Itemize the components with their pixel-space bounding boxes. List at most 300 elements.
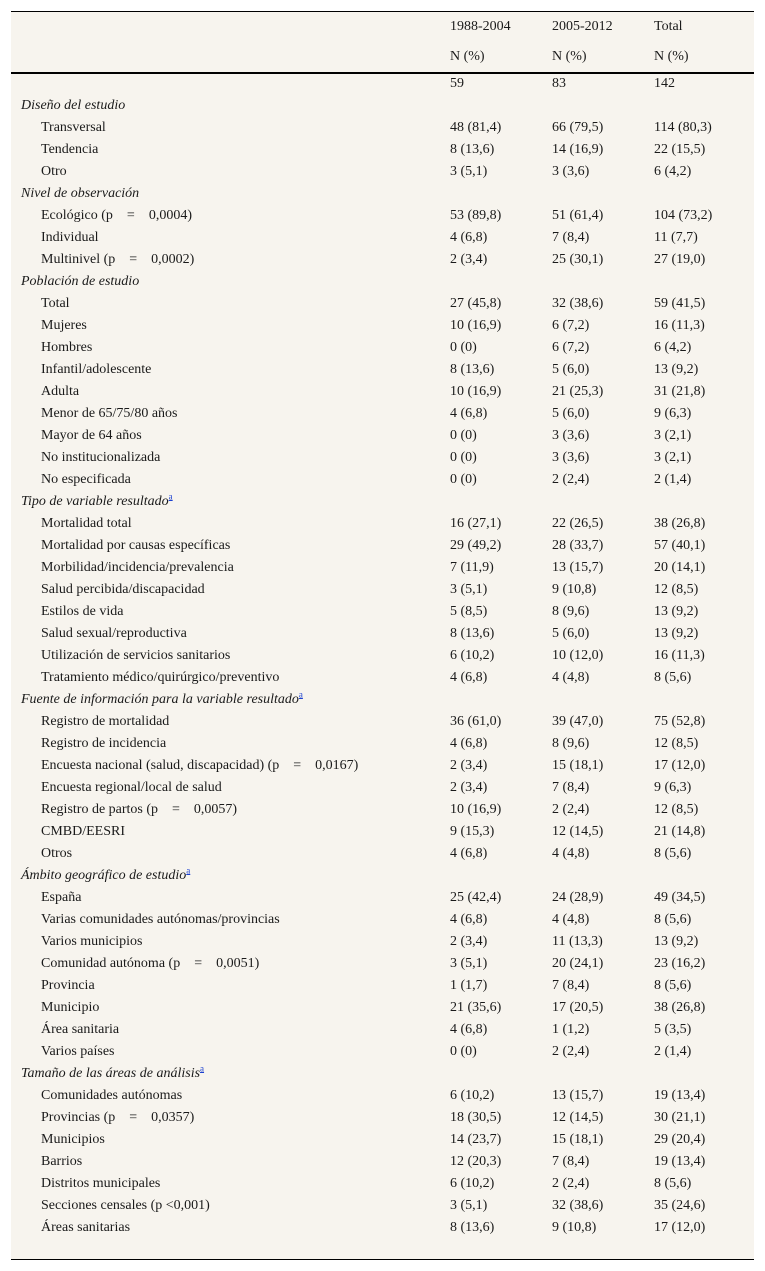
value-2005-2012: 9 (10,8) [552,582,597,597]
value-1988-2004: 27 (45,8) [450,296,502,311]
table-row [11,316,754,338]
value-1988-2004: 2 (3,4) [450,934,488,949]
label-text: Municipio [41,1000,100,1015]
section-label [21,491,173,510]
value-2005-2012: 12 (14,5) [552,1110,604,1125]
value-2005-2012: 14 (16,9) [552,142,604,157]
row-label [41,406,177,422]
value-2005-2012: 2 (2,4) [552,802,590,817]
value-1988-2004: 16 (27,1) [450,516,502,531]
value-2005-2012: 15 (18,1) [552,1132,604,1147]
value-1988-2004: 12 (20,3) [450,1154,502,1169]
value-1988-2004: 8 (13,6) [450,142,495,157]
table-row [11,1218,754,1240]
row-label [41,1220,130,1236]
value-2005-2012: 25 (30,1) [552,252,604,267]
table-row [11,954,754,976]
row-label [41,472,131,488]
label-text: Distritos municipales [41,1176,161,1191]
value-1988-2004: 8 (13,6) [450,362,495,377]
table-row [11,712,754,734]
table-row [11,426,754,448]
value-total: 8 (5,6) [654,1176,692,1191]
value-2005-2012: 4 (4,8) [552,912,590,927]
table-header-units [11,42,754,72]
value-2005-2012: 21 (25,3) [552,384,604,399]
row-label [41,296,70,312]
value-1988-2004: 21 (35,6) [450,1000,502,1015]
value-1988-2004: 4 (6,8) [450,1022,488,1037]
row-label [41,912,280,928]
value-2005-2012: 2 (2,4) [552,1176,590,1191]
value-1988-2004: 8 (13,6) [450,626,495,641]
value-total: 142 [654,76,675,91]
table-row [11,602,754,624]
label-text: España [41,890,82,905]
section-label [21,186,139,202]
label-text: Tendencia [41,142,99,157]
table-row [11,778,754,800]
value-2005-2012: 13 (15,7) [552,560,604,575]
row-label [41,384,79,400]
row-label [41,802,237,818]
label-text: Morbilidad/incidencia/prevalencia [41,560,234,575]
value-1988-2004: 25 (42,4) [450,890,502,905]
value-2005-2012: 4 (4,8) [552,846,590,861]
row-label [41,670,279,686]
row-label [41,1110,194,1126]
value-1988-2004: 4 (6,8) [450,670,488,685]
row-label [41,340,92,356]
table-row [11,404,754,426]
value-2005-2012: 7 (8,4) [552,230,590,245]
label-text: Provincia [41,978,95,993]
value-total: 104 (73,2) [654,208,713,223]
value-2005-2012: 2 (2,4) [552,1044,590,1059]
value-total: 2 (1,4) [654,1044,692,1059]
table-row [11,250,754,272]
label-text: Secciones censales (p <0,001) [41,1198,210,1213]
value-1988-2004: 48 (81,4) [450,120,502,135]
value-2005-2012: 51 (61,4) [552,208,604,223]
row-label [41,714,169,730]
label-text: Otros [41,846,73,861]
table-row [11,514,754,536]
row-label [41,648,230,664]
value-1988-2004: 10 (16,9) [450,384,502,399]
label-text: Registro de mortalidad [41,714,170,729]
value-2005-2012: 28 (33,7) [552,538,604,553]
table-row [11,1086,754,1108]
value-2005-2012: 3 (3,6) [552,450,590,465]
table-row [11,448,754,470]
value-total: 13 (9,2) [654,362,699,377]
value-total: 19 (13,4) [654,1088,706,1103]
value-2005-2012: 7 (8,4) [552,1154,590,1169]
value-1988-2004: 0 (0) [450,428,477,443]
value-total: 30 (21,1) [654,1110,706,1125]
label-text: Varios países [41,1044,115,1059]
table-row [11,646,754,668]
footnote-link[interactable]: a [168,491,173,502]
row-label [41,582,205,598]
table-row [11,734,754,756]
value-2005-2012: 32 (38,6) [552,1198,604,1213]
value-1988-2004: 0 (0) [450,472,477,487]
section-label [21,689,303,708]
row-label [41,736,166,752]
table-row [11,140,754,162]
section-header-row [11,272,754,294]
table-header-periods [11,12,754,42]
value-1988-2004: 2 (3,4) [450,252,488,267]
table-row [11,1152,754,1174]
value-2005-2012: 9 (10,8) [552,1220,597,1235]
value-total: 38 (26,8) [654,516,706,531]
header-period-1: 1988-2004 [450,19,511,34]
row-label [41,1000,99,1016]
value-1988-2004: 7 (11,9) [450,560,494,575]
value-2005-2012: 15 (18,1) [552,758,604,773]
table-row [11,206,754,228]
label-text: Fuente de información para la variable resultado [21,692,299,707]
row-label [41,142,98,158]
value-1988-2004: 6 (10,2) [450,1088,495,1103]
label-text: Varias comunidades autónomas/provincias [41,912,280,927]
value-total: 13 (9,2) [654,604,699,619]
value-total: 21 (14,8) [654,824,706,839]
table-row [11,338,754,360]
table-row [11,580,754,602]
row-label [41,538,230,554]
value-2005-2012: 20 (24,1) [552,956,604,971]
header-period-total: Total [654,19,683,34]
label-text: Tipo de variable resultado [21,494,169,509]
value-total: 8 (5,6) [654,912,692,927]
table-row [11,976,754,998]
label-text: Menor de 65/75/80 años [41,406,178,421]
row-label [41,230,99,246]
label-text: No institucionalizada [41,450,161,465]
value-total: 16 (11,3) [654,318,705,333]
value-total: 3 (2,1) [654,428,692,443]
value-1988-2004: 59 [450,76,464,91]
label-text: Varios municipios [41,934,143,949]
row-label [41,516,132,532]
label-text: Adulta [41,384,80,399]
value-total: 19 (13,4) [654,1154,706,1169]
value-2005-2012: 7 (8,4) [552,780,590,795]
table-row [11,294,754,316]
value-2005-2012: 1 (1,2) [552,1022,590,1037]
section-header-row [11,690,754,712]
value-2005-2012: 5 (6,0) [552,362,590,377]
label-text: Encuesta nacional (salud, discapacidad) (p = 0,0167) [41,758,359,773]
value-total: 9 (6,3) [654,780,692,795]
value-1988-2004: 3 (5,1) [450,582,488,597]
table-row [11,822,754,844]
label-text: Encuesta regional/local de salud [41,780,222,795]
table-row [11,1196,754,1218]
row-label [41,450,160,466]
label-text: Ámbito geográfico de estudio [21,868,187,883]
value-total: 2 (1,4) [654,472,692,487]
label-text: Ecológico (p = 0,0004) [41,208,192,223]
row-label [41,1154,82,1170]
value-total: 20 (14,1) [654,560,706,575]
value-2005-2012: 6 (7,2) [552,340,590,355]
value-total: 8 (5,6) [654,670,692,685]
value-total: 8 (5,6) [654,978,692,993]
row-label [41,164,67,180]
row-label [41,934,143,950]
table-row [11,800,754,822]
label-text: No especificada [41,472,131,487]
footnote-link[interactable]: a [200,1063,205,1074]
label-text: Otro [41,164,67,179]
row-label [41,318,87,334]
row-label [41,362,151,378]
value-1988-2004: 29 (49,2) [450,538,502,553]
value-1988-2004: 6 (10,2) [450,648,495,663]
value-1988-2004: 0 (0) [450,450,477,465]
value-2005-2012: 24 (28,9) [552,890,604,905]
value-total: 17 (12,0) [654,758,706,773]
table-row [11,228,754,250]
row-label [41,1198,210,1214]
value-total: 13 (9,2) [654,626,699,641]
table-row [11,910,754,932]
section-header-row [11,184,754,206]
table-row [11,624,754,646]
label-text: Estilos de vida [41,604,124,619]
table-row [11,74,754,96]
label-text: Provincias (p = 0,0357) [41,1110,195,1125]
row-label [41,252,194,268]
value-total: 23 (16,2) [654,956,706,971]
footnote-link[interactable]: a [298,689,303,700]
label-text: Tratamiento médico/quirúrgico/preventivo [41,670,280,685]
label-text: Mayor de 64 años [41,428,142,443]
row-label [41,956,259,972]
table-row [11,1042,754,1064]
value-2005-2012: 8 (9,6) [552,604,590,619]
row-label [41,626,187,642]
value-total: 22 (15,5) [654,142,706,157]
value-1988-2004: 3 (5,1) [450,164,488,179]
section-label [21,274,139,290]
value-total: 27 (19,0) [654,252,706,267]
value-1988-2004: 14 (23,7) [450,1132,502,1147]
table-row [11,536,754,558]
section-header-row [11,492,754,514]
row-label [41,758,358,774]
value-1988-2004: 4 (6,8) [450,406,488,421]
value-1988-2004: 8 (13,6) [450,1220,495,1235]
value-2005-2012: 32 (38,6) [552,296,604,311]
section-label [21,1063,205,1082]
label-text: Área sanitaria [41,1022,120,1037]
label-text: Registro de incidencia [41,736,167,751]
value-total: 17 (12,0) [654,1220,706,1235]
label-text: Utilización de servicios sanitarios [41,648,231,663]
table-row [11,998,754,1020]
value-2005-2012: 11 (13,3) [552,934,603,949]
value-2005-2012: 8 (9,6) [552,736,590,751]
value-2005-2012: 5 (6,0) [552,406,590,421]
section-label [21,98,125,114]
table-row [11,1130,754,1152]
value-total: 75 (52,8) [654,714,706,729]
value-total: 12 (8,5) [654,582,699,597]
value-1988-2004: 4 (6,8) [450,846,488,861]
label-text: Salud sexual/reproductiva [41,626,187,641]
value-total: 57 (40,1) [654,538,706,553]
label-text: Transversal [41,120,106,135]
value-total: 5 (3,5) [654,1022,692,1037]
value-total: 12 (8,5) [654,736,699,751]
value-total: 13 (9,2) [654,934,699,949]
value-total: 11 (7,7) [654,230,698,245]
value-total: 114 (80,3) [654,120,712,135]
value-1988-2004: 3 (5,1) [450,956,488,971]
value-2005-2012: 3 (3,6) [552,428,590,443]
table-row [11,1174,754,1196]
value-1988-2004: 9 (15,3) [450,824,495,839]
value-2005-2012: 5 (6,0) [552,626,590,641]
row-label [41,208,192,224]
label-text: Nivel de observación [21,186,140,201]
header-unit-2: N (%) [552,49,587,64]
value-total: 9 (6,3) [654,406,692,421]
footnote-marker [200,1063,204,1073]
row-label [41,890,81,906]
value-total: 6 (4,2) [654,164,692,179]
table-row [11,382,754,404]
value-1988-2004: 4 (6,8) [450,230,488,245]
value-2005-2012: 7 (8,4) [552,978,590,993]
value-1988-2004: 18 (30,5) [450,1110,502,1125]
label-text: CMBD/EESRI [41,824,126,839]
label-text: Mortalidad total [41,516,132,531]
label-text: Hombres [41,340,93,355]
table-row [11,558,754,580]
label-text: Mortalidad por causas específicas [41,538,231,553]
row-label [41,1176,160,1192]
label-text: Municipios [41,1132,105,1147]
footnote-marker [169,491,173,501]
row-label [41,1132,105,1148]
value-1988-2004: 4 (6,8) [450,912,488,927]
label-text: Individual [41,230,99,245]
section-header-row [11,1064,754,1086]
value-2005-2012: 17 (20,5) [552,1000,604,1015]
table-row [11,162,754,184]
value-1988-2004: 10 (16,9) [450,318,502,333]
value-total: 12 (8,5) [654,802,699,817]
value-1988-2004: 36 (61,0) [450,714,502,729]
value-total: 31 (21,8) [654,384,706,399]
value-1988-2004: 4 (6,8) [450,736,488,751]
label-text: Salud percibida/discapacidad [41,582,205,597]
label-text: Tamaño de las áreas de análisis [21,1066,201,1081]
row-label [41,1022,119,1038]
table-row [11,668,754,690]
label-text: Población de estudio [21,274,140,289]
row-label [41,846,72,862]
label-text: Áreas sanitarias [41,1220,131,1235]
header-unit-total: N (%) [654,49,689,64]
table-row [11,470,754,492]
table-row [11,360,754,382]
value-2005-2012: 12 (14,5) [552,824,604,839]
value-2005-2012: 4 (4,8) [552,670,590,685]
value-1988-2004: 3 (5,1) [450,1198,488,1213]
value-1988-2004: 0 (0) [450,340,477,355]
table-row [11,1108,754,1130]
section-header-row [11,866,754,888]
label-text: Multinivel (p = 0,0002) [41,252,195,267]
row-label [41,978,95,994]
label-text: Mujeres [41,318,87,333]
row-label [41,1044,115,1060]
value-total: 8 (5,6) [654,846,692,861]
row-label [41,780,222,796]
value-total: 35 (24,6) [654,1198,706,1213]
row-label [41,1088,182,1104]
row-label [41,824,125,840]
label-text: Comunidad autónoma (p = 0,0051) [41,956,260,971]
row-label [41,120,106,136]
value-total: 29 (20,4) [654,1132,706,1147]
label-text: Infantil/adolescente [41,362,152,377]
value-1988-2004: 1 (1,7) [450,978,488,993]
value-2005-2012: 2 (2,4) [552,472,590,487]
footnote-marker [299,689,303,699]
value-1988-2004: 2 (3,4) [450,780,488,795]
value-1988-2004: 0 (0) [450,1044,477,1059]
row-label [41,604,123,620]
table-row [11,118,754,140]
value-1988-2004: 2 (3,4) [450,758,488,773]
value-total: 59 (41,5) [654,296,706,311]
value-2005-2012: 6 (7,2) [552,318,590,333]
value-2005-2012: 3 (3,6) [552,164,590,179]
value-total: 16 (11,3) [654,648,705,663]
label-text: Diseño del estudio [21,98,126,113]
value-total: 6 (4,2) [654,340,692,355]
value-1988-2004: 6 (10,2) [450,1176,495,1191]
footnote-marker [186,865,190,875]
label-text: Comunidades autónomas [41,1088,183,1103]
row-label [41,428,142,444]
table-row [11,888,754,910]
study-characteristics-table [11,11,754,1260]
label-text: Registro de partos (p = 0,0057) [41,802,238,817]
footnote-link[interactable]: a [186,865,191,876]
row-label [41,560,234,576]
value-total: 38 (26,8) [654,1000,706,1015]
table-row [11,932,754,954]
table-row [11,756,754,778]
value-1988-2004: 10 (16,9) [450,802,502,817]
table-row [11,1020,754,1042]
header-period-2: 2005-2012 [552,19,613,34]
value-2005-2012: 66 (79,5) [552,120,604,135]
section-header-row [11,96,754,118]
label-text: Total [41,296,70,311]
value-2005-2012: 10 (12,0) [552,648,604,663]
